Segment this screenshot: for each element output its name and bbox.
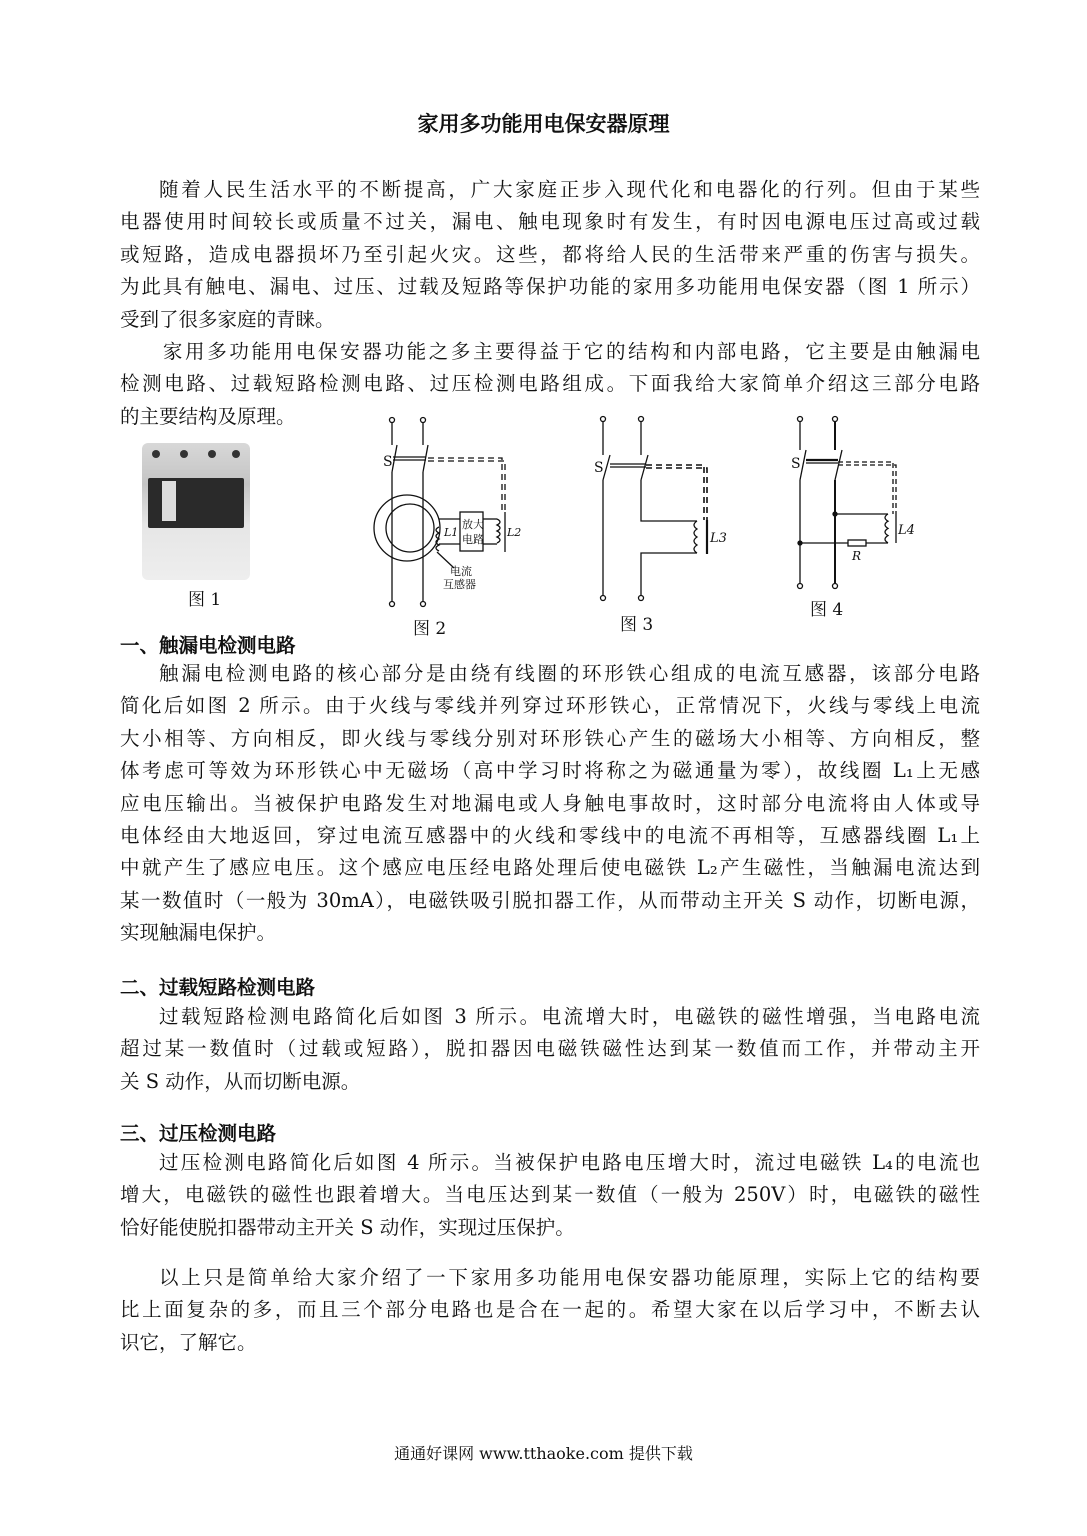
figure-2-diagram [374,418,521,640]
text-line: 应电压输出。当被保护电路发生对地漏电或人身触电事故时，这时部分电流将由人体或导 [120,791,980,815]
text-line: 实现触漏电保护。 [120,921,277,945]
l2-label: L2 [507,526,522,539]
section-3-heading: 三、过压检测电路 [120,1122,277,1145]
figure-2-caption: 图 2 [413,619,447,639]
text-line: 大小相等、方向相反，即火线与零线分别对环形铁心产生的磁场大小相等、方向相反，整 [120,726,980,750]
figure-3-caption: 图 3 [620,615,654,635]
figure-4-diagram [791,417,915,621]
text-line: 家用多功能用电保安器功能之多主要得益于它的结构和内部电路，它主要是由触漏电 [162,340,980,363]
text-line: 的主要结构及原理。 [120,404,296,428]
text-line: 体考虑可等效为环形铁心中无磁场（高中学习时将称之为磁通量为零），故线圈 L₁上无感 [120,759,980,783]
switch-label: S [594,460,604,476]
l4-label: L4 [898,523,915,538]
ct-label: 互感器 [443,578,476,591]
text-line: 恰好能使脱扣器带动主开关 S 动作，实现过压保护。 [120,1215,575,1239]
circuit-figures [0,400,1087,650]
ct-label: 电流 [450,565,472,578]
l3-label: L3 [710,531,727,546]
resistor-label: R [852,549,862,563]
text-line: 识它，了解它。 [120,1330,257,1354]
text-line: 增大，电磁铁的磁性也跟着增大。当电压达到某一数值（一般为 250V）时，电磁铁的磁性 [120,1183,980,1207]
text-line: 中就产生了感应电压。这个感应电压经电路处理后使电磁铁 L₂产生磁性，当触漏电流达到 [120,856,980,880]
text-line: 超过某一数值时（过载或短路），脱扣器因电磁铁磁性达到某一数值而工作，并带动主开 [120,1037,980,1061]
conclusion-paragraph [120,1262,980,1359]
amp-label: 放大 [462,518,484,531]
section-3-paragraph [120,1147,980,1244]
intro-paragraph [120,174,980,336]
switch-label: S [791,456,801,472]
text-line: 电器使用时间较长或质量不过关，漏电、触电现象时有发生，有时因电源电压过高或过载 [120,210,980,234]
section-2-paragraph [120,1001,980,1098]
figure-4-caption: 图 4 [810,600,844,620]
footer-source: 通通好课网 www.tthaoke.com 提供下载 [394,1444,693,1463]
section-2-heading: 二、过载短路检测电路 [120,976,316,999]
document-title: 家用多功能用电保安器原理 [417,111,670,136]
text-line: 以上只是简单给大家介绍了一下家用多功能用电保安器功能原理，实际上它的结构要 [159,1266,980,1289]
text-line: 简化后如图 2 所示。由于火线与零线并列穿过环形铁心，正常情况下，火线与零线上电流 [120,694,980,718]
section-1-heading: 一、触漏电检测电路 [120,634,296,657]
text-line: 触漏电检测电路的核心部分是由绕有线圈的环形铁心组成的电流互感器，该部分电路 [159,662,980,685]
figure-1-caption: 图 1 [188,590,222,610]
text-line: 为此具有触电、漏电、过压、过载及短路等保护功能的家用多功能用电保安器（图 1 所示） [120,275,980,299]
text-line: 受到了很多家庭的青睐。 [120,307,335,331]
figure-3-diagram [594,417,727,636]
text-line: 比上面复杂的多，而且三个部分电路也是合在一起的。希望大家在以后学习中，不断去认 [120,1298,980,1322]
section-1-paragraph [120,658,980,950]
text-line: 关 S 动作，从而切断电源。 [120,1069,361,1093]
amp-label: 电路 [462,533,484,546]
text-line: 或短路，造成电器损坏乃至引起火灾。这些，都将给人民的生活带来严重的伤害与损失。 [120,242,980,266]
text-line: 随着人民生活水平的不断提高，广大家庭正步入现代化和电器化的行列。但由于某些 [159,178,980,201]
l1-label: L1 [444,526,459,539]
text-line: 过压检测电路简化后如图 4 所示。当被保护电路电压增大时，流过电磁铁 L₄的电流也 [159,1151,980,1174]
text-line: 过载短路检测电路简化后如图 3 所示。电流增大时，电磁铁的磁性增强，当电路电流 [159,1005,980,1028]
text-line: 电体经由大地返回，穿过电流互感器中的火线和零线中的电流不再相等，互感器线圈 L₁上 [120,823,980,847]
text-line: 某一数值时（一般为 30mA），电磁铁吸引脱扣器工作，从而带动主开关 S 动作，切断电源， [120,888,980,912]
switch-label: S [383,454,393,470]
text-line: 检测电路、过载短路检测电路、过压检测电路组成。下面我给大家简单介绍这三部分电路 [120,372,980,396]
